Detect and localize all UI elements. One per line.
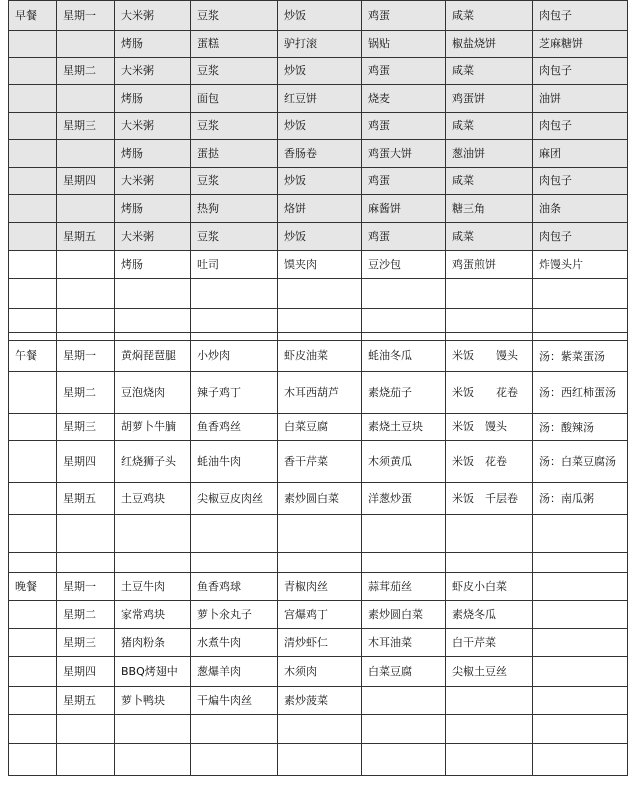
dish-cell: 米饭 馒头 (446, 341, 533, 372)
dish-cell: 萝卜氽丸子 (191, 601, 278, 629)
dish-cell: 咸菜 (446, 223, 533, 251)
day-cell: 星期五 (57, 223, 115, 251)
table-row (9, 1, 628, 31)
dish-cell: 尖椒土豆丝 (446, 657, 533, 687)
dish-cell: 红烧狮子头 (115, 441, 191, 483)
day-cell: 星期四 (57, 441, 115, 483)
dish-cell: 鸡蛋大饼 (362, 140, 446, 168)
dish-cell: 芝麻糖饼 (533, 31, 628, 58)
dish-cell: 洋葱炒蛋 (362, 483, 446, 515)
day-cell (57, 195, 115, 223)
table-row (9, 341, 628, 372)
dish-cell (533, 629, 628, 657)
day-cell: 星期四 (57, 168, 115, 195)
dish-cell: 豆泡烧肉 (115, 372, 191, 414)
dish-cell: 炒饭 (278, 113, 362, 140)
dish-cell: 小炒肉 (191, 341, 278, 372)
dish-cell: 家常鸡块 (115, 601, 191, 629)
dish-cell: 虾皮小白菜 (446, 573, 533, 601)
day-cell (57, 140, 115, 168)
dish-cell: 萝卜鸭块 (115, 687, 191, 715)
table-row (9, 85, 628, 113)
table-row (9, 333, 628, 341)
dish-cell: 鸡蛋煎饼 (446, 251, 533, 279)
dish-cell: 清炒虾仁 (278, 629, 362, 657)
table-row (9, 113, 628, 140)
day-cell: 星期五 (57, 483, 115, 515)
dish-cell (533, 687, 628, 715)
dish-cell: 干煸牛肉丝 (191, 687, 278, 715)
dish-cell: 米饭 花卷 (446, 372, 533, 414)
table-row (9, 195, 628, 223)
day-cell (57, 85, 115, 113)
dish-cell: 大米粥 (115, 223, 191, 251)
table-row (9, 744, 628, 776)
dish-cell: 油条 (533, 195, 628, 223)
dish-cell: 蚝油牛肉 (191, 441, 278, 483)
dish-cell: 豆浆 (191, 168, 278, 195)
dish-cell: 大米粥 (115, 113, 191, 140)
dish-cell (446, 687, 533, 715)
dish-cell (533, 657, 628, 687)
dish-cell: 汤：白菜豆腐汤 (533, 441, 628, 483)
dish-cell: 肉包子 (533, 1, 628, 31)
dish-cell: 白干芹菜 (446, 629, 533, 657)
table-row (9, 687, 628, 715)
table-row (9, 223, 628, 251)
dish-cell: 糖三角 (446, 195, 533, 223)
dish-cell: 炒饭 (278, 168, 362, 195)
dish-cell: 宫爆鸡丁 (278, 601, 362, 629)
dish-cell: 肉包子 (533, 168, 628, 195)
dish-cell: 黄焖琵琶腿 (115, 341, 191, 372)
table-row (9, 168, 628, 195)
dish-cell: 面包 (191, 85, 278, 113)
dish-cell: 香干芹菜 (278, 441, 362, 483)
dish-cell: 烤肠 (115, 195, 191, 223)
dish-cell: 木耳油菜 (362, 629, 446, 657)
dish-cell: 白菜豆腐 (278, 414, 362, 441)
table-row (9, 657, 628, 687)
day-cell (57, 31, 115, 58)
meal-label: 午餐 (9, 341, 57, 372)
dish-cell: 驴打滚 (278, 31, 362, 58)
table-row (9, 251, 628, 279)
dish-cell: 馍夹肉 (278, 251, 362, 279)
day-cell (57, 251, 115, 279)
dish-cell: 素烧土豆块 (362, 414, 446, 441)
dish-cell: 肉包子 (533, 113, 628, 140)
dish-cell: 木耳西葫芦 (278, 372, 362, 414)
dish-cell: 猪肉粉条 (115, 629, 191, 657)
dish-cell: 香肠卷 (278, 140, 362, 168)
dish-cell: 炸馒头片 (533, 251, 628, 279)
table-row (9, 553, 628, 573)
dish-cell: 大米粥 (115, 1, 191, 31)
dish-cell: 尖椒豆皮肉丝 (191, 483, 278, 515)
day-cell: 星期一 (57, 573, 115, 601)
dish-cell: 炒饭 (278, 58, 362, 85)
dish-cell: 土豆鸡块 (115, 483, 191, 515)
dish-cell: 木须肉 (278, 657, 362, 687)
dish-cell: 鸡蛋 (362, 223, 446, 251)
dish-cell: 烤肠 (115, 140, 191, 168)
dish-cell: 汤：南瓜粥 (533, 483, 628, 515)
dish-cell: 肉包子 (533, 58, 628, 85)
table-row (9, 573, 628, 601)
dish-cell: 鱼香鸡球 (191, 573, 278, 601)
dish-cell: 鸡蛋饼 (446, 85, 533, 113)
dish-cell: 汤：酸辣汤 (533, 414, 628, 441)
dish-cell: 麻酱饼 (362, 195, 446, 223)
dish-cell: 米饭 馒头 (446, 414, 533, 441)
dish-cell: 咸菜 (446, 1, 533, 31)
meal-label: 早餐 (9, 1, 57, 31)
table-row (9, 279, 628, 309)
dish-cell: 吐司 (191, 251, 278, 279)
table-row (9, 58, 628, 85)
dish-cell (533, 573, 628, 601)
dish-cell: 麻团 (533, 140, 628, 168)
dish-cell: 椒盐烧饼 (446, 31, 533, 58)
dish-cell: 米饭 花卷 (446, 441, 533, 483)
dish-cell: 咸菜 (446, 168, 533, 195)
dish-cell: 鱼香鸡丝 (191, 414, 278, 441)
day-cell: 星期五 (57, 687, 115, 715)
dish-cell: 油饼 (533, 85, 628, 113)
dish-cell: 素炒圆白菜 (278, 483, 362, 515)
dish-cell: 胡萝卜牛腩 (115, 414, 191, 441)
day-cell: 星期三 (57, 629, 115, 657)
table-row (9, 31, 628, 58)
table-row (9, 515, 628, 553)
dish-cell: 蚝油冬瓜 (362, 341, 446, 372)
dish-cell: 咸菜 (446, 113, 533, 140)
dish-cell (533, 601, 628, 629)
dish-cell: 鸡蛋 (362, 58, 446, 85)
table-row (9, 715, 628, 744)
dish-cell: 炒饭 (278, 223, 362, 251)
dish-cell: 鸡蛋 (362, 1, 446, 31)
table-row (9, 441, 628, 483)
dish-cell: 咸菜 (446, 58, 533, 85)
dish-cell: 烙饼 (278, 195, 362, 223)
dish-cell: 豆沙包 (362, 251, 446, 279)
dish-cell: 青椒肉丝 (278, 573, 362, 601)
dish-cell: 汤：西红柿蛋汤 (533, 372, 628, 414)
dish-cell: 素炒菠菜 (278, 687, 362, 715)
dish-cell: 鸡蛋 (362, 113, 446, 140)
table-row (9, 372, 628, 414)
meal-label: 晚餐 (9, 573, 57, 601)
dish-cell: 白菜豆腐 (362, 657, 446, 687)
dish-cell: 豆浆 (191, 223, 278, 251)
dish-cell: 鸡蛋 (362, 168, 446, 195)
table-row (9, 601, 628, 629)
dish-cell: 锅贴 (362, 31, 446, 58)
dish-cell: 木须黄瓜 (362, 441, 446, 483)
dish-cell: 素烧茄子 (362, 372, 446, 414)
table-row (9, 629, 628, 657)
dish-cell: 豆浆 (191, 1, 278, 31)
dish-cell: 素烧冬瓜 (446, 601, 533, 629)
day-cell: 星期四 (57, 657, 115, 687)
dish-cell: 素炒圆白菜 (362, 601, 446, 629)
dish-cell: 烧麦 (362, 85, 446, 113)
day-cell: 星期二 (57, 372, 115, 414)
dish-cell: 烤肠 (115, 85, 191, 113)
dish-cell: 烤肠 (115, 251, 191, 279)
dish-cell: 蛋糕 (191, 31, 278, 58)
dish-cell: 豆浆 (191, 58, 278, 85)
table-row (9, 140, 628, 168)
day-cell: 星期一 (57, 341, 115, 372)
table-row (9, 309, 628, 333)
dish-cell: 土豆牛肉 (115, 573, 191, 601)
dish-cell: 虾皮油菜 (278, 341, 362, 372)
dish-cell: 烤肠 (115, 31, 191, 58)
dish-cell: 蒜茸茄丝 (362, 573, 446, 601)
dish-cell: 炒饭 (278, 1, 362, 31)
dish-cell: 热狗 (191, 195, 278, 223)
dish-cell: 葱爆羊肉 (191, 657, 278, 687)
table-row (9, 483, 628, 515)
dish-cell: 红豆饼 (278, 85, 362, 113)
table-row (9, 414, 628, 441)
dish-cell: 豆浆 (191, 113, 278, 140)
dish-cell: 汤：紫菜蛋汤 (533, 341, 628, 372)
dish-cell: 米饭 千层卷 (446, 483, 533, 515)
dish-cell: 蛋挞 (191, 140, 278, 168)
dish-cell: BBQ烤翅中 (115, 657, 191, 687)
day-cell: 星期二 (57, 58, 115, 85)
dish-cell: 葱油饼 (446, 140, 533, 168)
dish-cell: 大米粥 (115, 58, 191, 85)
day-cell: 星期三 (57, 414, 115, 441)
day-cell: 星期二 (57, 601, 115, 629)
dish-cell: 大米粥 (115, 168, 191, 195)
day-cell: 星期一 (57, 1, 115, 31)
weekly-menu-table (8, 0, 628, 776)
day-cell: 星期三 (57, 113, 115, 140)
dish-cell: 水煮牛肉 (191, 629, 278, 657)
dish-cell: 肉包子 (533, 223, 628, 251)
dish-cell: 辣子鸡丁 (191, 372, 278, 414)
dish-cell (362, 687, 446, 715)
